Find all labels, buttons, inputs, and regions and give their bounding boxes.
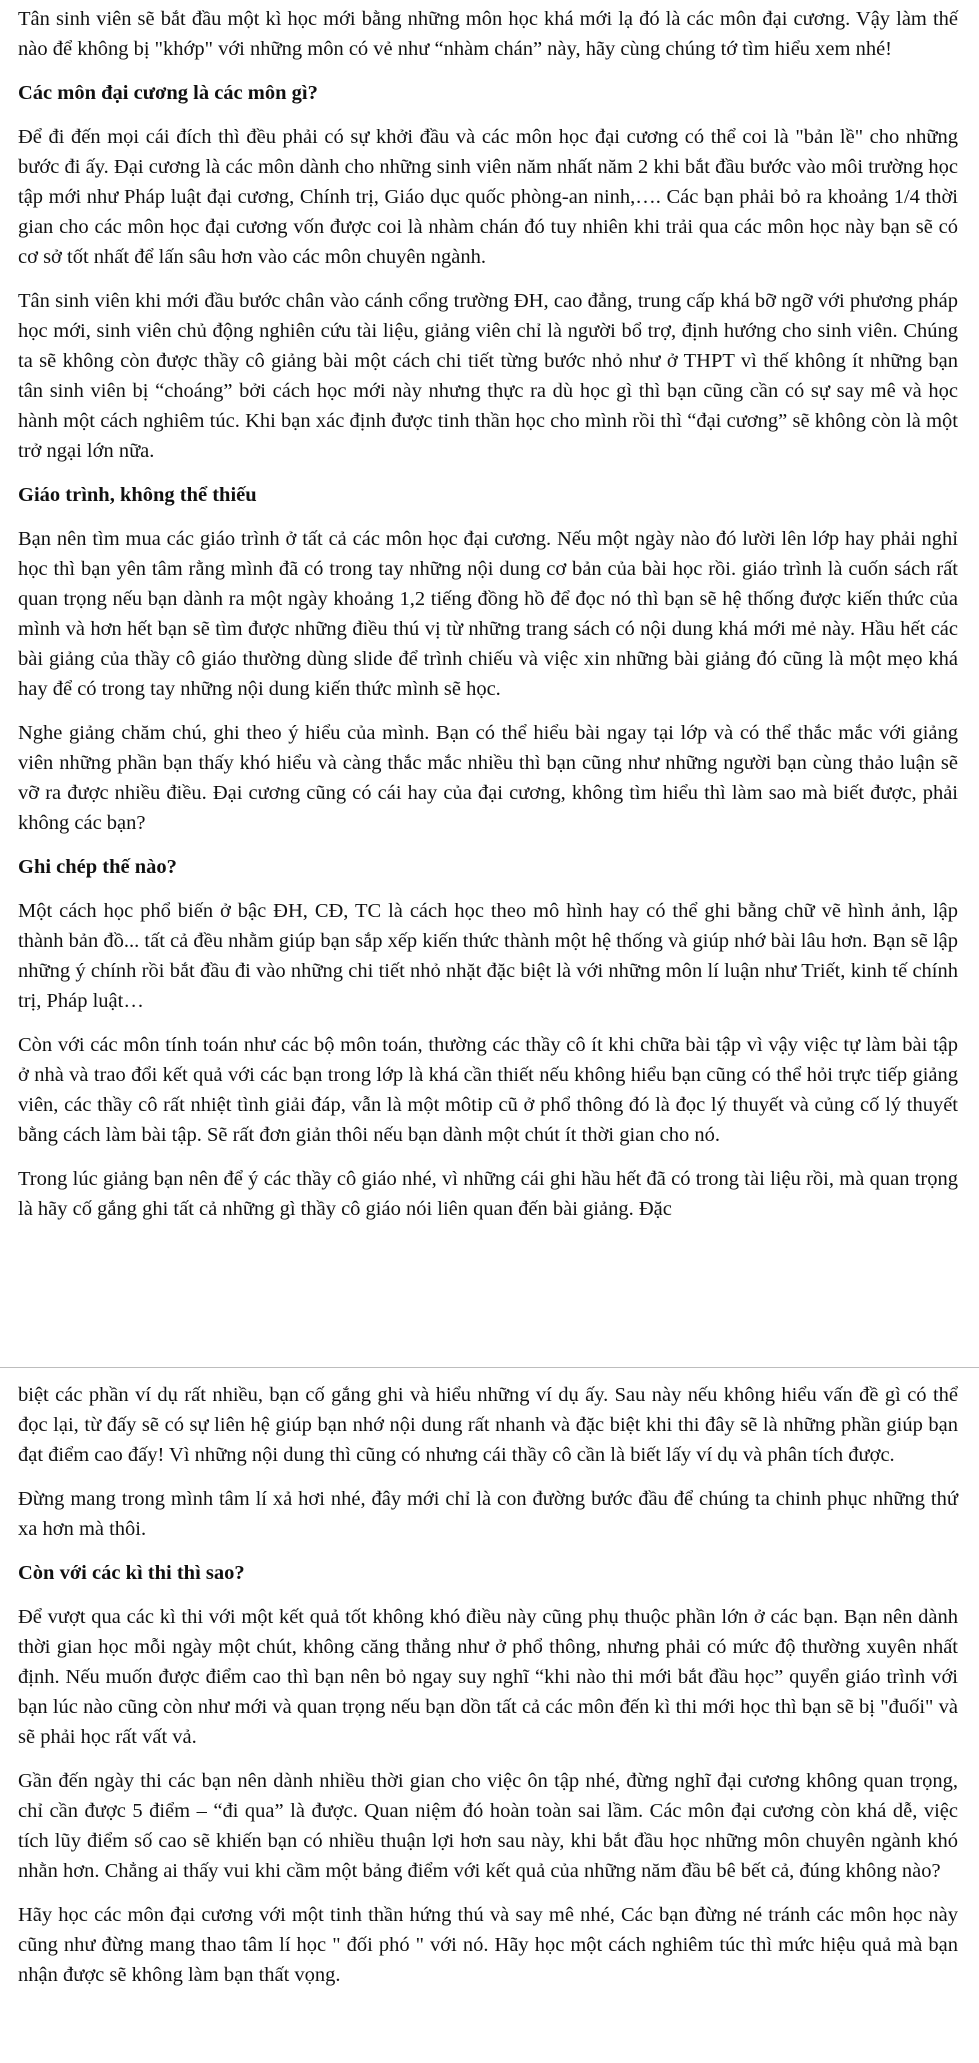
article-section-bottom (18, 1380, 958, 2004)
paragraph: Tân sinh viên khi mới đầu bước chân vào cánh cổng trường ĐH, cao đẳng, trung cấp khá bỡ ngỡ với phương pháp học mới, sinh viên chủ động nghiên cứu tài liệu, giảng viên chỉ là người bổ trợ, định hướng cho sinh viên. Chúng ta sẽ không còn được thầy cô giảng bài một cách chi tiết từng bước nhỏ như ở THPT vì thế không ít những bạn tân sinh viên bị “choáng” bởi cách học mới này nhưng thực ra dù học gì thì bạn cũng cần có sự say mê và học hành một cách nghiêm túc. Khi bạn xác định được tinh thần học cho mình rồi thì “đại cương” sẽ không còn là một trở ngại lớn nữa. (18, 290, 958, 462)
heading-exams: Còn với các kì thi thì sao? (18, 1562, 245, 1584)
closing-paragraph: Hãy học các môn đại cương với một tinh thần hứng thú và say mê nhé, Các bạn đừng né tránh các môn học này cũng như đừng mang thao tâm lí học " đối phó " với nó. Hãy học một cách nghiêm túc thì mức hiệu quả mà bạn nhận được sẽ không làm bạn thất vọng. (18, 1904, 958, 1986)
paragraph: Một cách học phổ biến ở bậc ĐH, CĐ, TC là cách học theo mô hình hay có thể ghi bằng chữ vẽ hình ảnh, lập thành bản đồ... tất cả đều nhằm giúp bạn sắp xếp kiến thức thành một hệ thống và giúp nhớ bài lâu hơn. Bạn sẽ lập những ý chính rồi bắt đầu đi vào những chi tiết nhỏ nhặt đặc biệt là với những môn lí luận như Triết, kinh tế chính trị, Pháp luật… (18, 900, 958, 1012)
paragraph: Nghe giảng chăm chú, ghi theo ý hiểu của mình. Bạn có thể hiểu bài ngay tại lớp và có thể thắc mắc với giảng viên những phần bạn thấy khó hiểu và càng thắc mắc nhiều thì bạn cũng như những người bạn cùng thảo luận sẽ vỡ ra được nhiều điều. Đại cương cũng có cái hay của đại cương, không tìm hiểu thì làm sao mà biết được, phải không các bạn? (18, 722, 958, 834)
section-divider (0, 1367, 979, 1368)
intro-paragraph: Tân sinh viên sẽ bắt đầu một kì học mới bằng những môn học khá mới lạ đó là các môn đại cương. Vậy làm thế nào để không bị "khớp" với những môn có vẻ như “nhàm chán” này, hãy cùng chúng tớ tìm hiểu xem nhé! (18, 8, 958, 60)
paragraph: Bạn nên tìm mua các giáo trình ở tất cả các môn học đại cương. Nếu một ngày nào đó lười lên lớp hay phải nghỉ học thì bạn yên tâm rằng mình đã có trong tay những nội dung cơ bản của bài học rồi. giáo trình là cuốn sách rất quan trọng nếu bạn dành ra một ngày khoảng 1,2 tiếng đồng hồ để đọc nó thì bạn sẽ hệ thống được kiến thức của mình và hơn hết bạn sẽ tìm được những điều thú vị từ những trang sách có nội dung khá mới mẻ này. Hầu hết các bài giảng của thầy cô giáo thường dùng slide để trình chiếu và việc xin những bài giảng đó cũng là một mẹo khá hay để có trong tay những nội dung kiến thức mình sẽ học. (18, 528, 958, 700)
paragraph: biệt các phần ví dụ rất nhiều, bạn cố gắng ghi và hiểu những ví dụ ấy. Sau này nếu không hiểu vấn đề gì có thể đọc lại, từ đấy sẽ có sự liên hệ giúp bạn nhớ nội dung rất nhanh và đặc biệt khi thi đây sẽ là những phần giúp bạn đạt điểm cao đấy! Vì những nội dung thì cũng có nhưng cái thầy cô cần là biết lấy ví dụ và phân tích được. (18, 1384, 958, 1466)
paragraph: Để vượt qua các kì thi với một kết quả tốt không khó điều này cũng phụ thuộc phần lớn ở các bạn. Bạn nên dành thời gian học mỗi ngày một chút, không căng thẳng như ở phổ thông, nhưng phải có mức độ thường xuyên nhất định. Nếu muốn được điểm cao thì bạn nên bỏ ngay suy nghĩ “khi nào thi mới bắt đầu học” quyển giáo trình với bạn lúc nào cũng còn như mới và quan trọng nếu bạn dồn tất cả các môn đến kì thi mới học thì bạn sẽ bị "đuối" và sẽ phải học rất vất vả. (18, 1606, 958, 1748)
heading-textbooks: Giáo trình, không thể thiếu (18, 484, 257, 506)
paragraph: Đừng mang trong mình tâm lí xả hơi nhé, đây mới chỉ là con đường bước đầu để chúng ta chinh phục những thứ xa hơn mà thôi. (18, 1488, 958, 1540)
paragraph: Để đi đến mọi cái đích thì đều phải có sự khởi đầu và các môn học đại cương có thể coi là "bản lề" cho những bước đi ấy. Đại cương là các môn dành cho những sinh viên năm nhất năm 2 khi bắt đầu bước vào môi trường học tập mới như Pháp luật đại cương, Chính trị, Giáo dục quốc phòng-an ninh,…. Các bạn phải bỏ ra khoảng 1/4 thời gian cho các môn học đại cương vốn được coi là nhàm chán đó tuy nhiên khi trải qua các môn học này bạn sẽ có cơ sở tốt nhất để lấn sâu hơn vào các môn chuyên ngành. (18, 126, 958, 268)
article-section-top (18, 4, 958, 1238)
paragraph: Còn với các môn tính toán như các bộ môn toán, thường các thầy cô ít khi chữa bài tập vì vậy việc tự làm bài tập ở nhà và trao đổi kết quả với các bạn trong lớp là khá cần thiết nếu không hiểu bạn cũng có thể hỏi trực tiếp giảng viên, các thầy cô rất nhiệt tình giải đáp, vẫn là một môtip cũ ở phổ thông đó là đọc lý thuyết và củng cố lý thuyết bằng cách làm bài tập. Sẽ rất đơn giản thôi nếu bạn dành một chút ít thời gian cho nó. (18, 1034, 958, 1146)
heading-general-subjects: Các môn đại cương là các môn gì? (18, 82, 318, 104)
paragraph: Trong lúc giảng bạn nên để ý các thầy cô giáo nhé, vì những cái ghi hầu hết đã có trong tài liệu rồi, mà quan trọng là hãy cố gắng ghi tất cả những gì thầy cô giáo nói liên quan đến bài giảng. Đặc (18, 1168, 958, 1220)
heading-note-taking: Ghi chép thế nào? (18, 856, 177, 878)
paragraph: Gần đến ngày thi các bạn nên dành nhiều thời gian cho việc ôn tập nhé, đừng nghĩ đại cương không quan trọng, chỉ cần được 5 điểm – “đi qua” là được. Quan niệm đó hoàn toàn sai lầm. Các môn đại cương còn khá dễ, việc tích lũy điểm số cao sẽ khiến bạn có nhiều thuận lợi hơn sau này, khi bắt đầu học những môn chuyên ngành khó nhằn hơn. Chẳng ai thấy vui khi cầm một bảng điểm với kết quả của những năm đầu bê bết cả, đúng không nào? (18, 1770, 958, 1882)
